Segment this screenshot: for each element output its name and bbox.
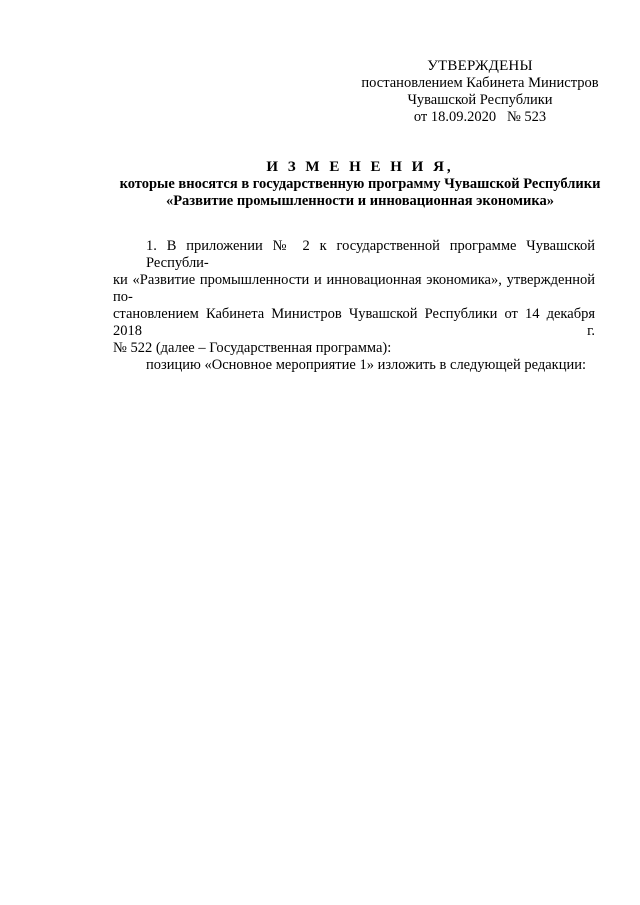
heading-subtitle-1: которые вносятся в государственную программу Чувашской Республики bbox=[119, 176, 601, 192]
approval-line-2: Чувашской Республики bbox=[407, 92, 553, 108]
heading-title: И З М Е Н Е Н И Я, bbox=[266, 159, 454, 175]
paragraph-1-line-3: становлением Кабинета Министров Чувашской Республики от 14 декабря 2018 г. bbox=[113, 306, 595, 339]
approval-line-1: постановлением Кабинета Министров bbox=[361, 75, 599, 91]
paragraph-1-line-1: 1. В приложении № 2 к государственной программе Чувашской Республи- bbox=[146, 238, 595, 271]
document-body bbox=[113, 238, 595, 374]
paragraph-1-line-2: ки «Развитие промышленности и инновационная экономика», утвержденной по- bbox=[113, 272, 595, 305]
approval-title: УТВЕРЖДЕНЫ bbox=[427, 58, 533, 74]
document-heading bbox=[60, 159, 640, 210]
paragraph-2 bbox=[113, 357, 595, 374]
approval-date-line: от 18.09.2020 № 523 bbox=[413, 109, 547, 125]
heading-subtitle-2: «Развитие промышленности и инновационная экономика» bbox=[165, 193, 555, 209]
paragraph-1 bbox=[113, 238, 595, 357]
paragraph-1-line-4: № 522 (далее – Государственная программа): bbox=[113, 340, 392, 356]
approval-stamp bbox=[355, 58, 605, 126]
paragraph-2-line-1: позицию «Основное мероприятие 1» изложить в следующей редакции: bbox=[146, 357, 587, 373]
